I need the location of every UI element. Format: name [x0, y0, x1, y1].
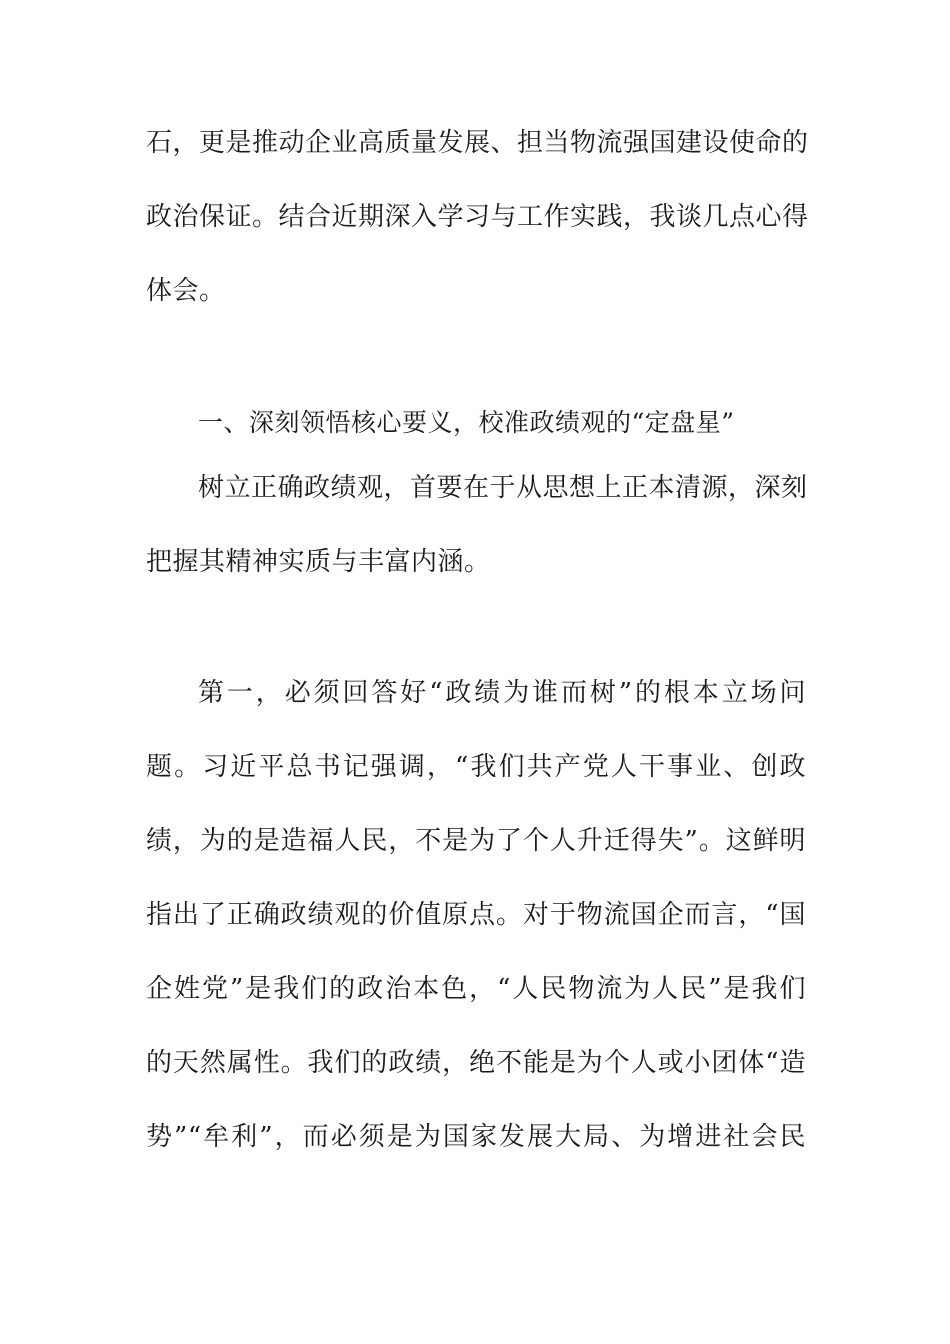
p1-line-3: 体会。	[146, 276, 226, 306]
p3-line-1: 第一，必须回答好“政绩为谁而树”的根本立场问	[198, 678, 806, 708]
p3-line-4: 指出了正确政绩观的价值原点。对于物流国企而言，“国	[146, 900, 806, 930]
p3-line-2: 题。习近平总书记强调，“我们共产党人干事业、创政	[146, 752, 806, 782]
p3-line-3: 绩，为的是造福人民，不是为了个人升迁得失”。这鲜明	[146, 826, 806, 856]
p1-line-2: 政治保证。结合近期深入学习与工作实践，我谈几点心得	[146, 202, 809, 232]
p3-line-6: 的天然属性。我们的政绩，绝不能是为个人或小团体“造	[146, 1048, 806, 1078]
p1-line-1: 石，更是推动企业高质量发展、担当物流强国建设使命的	[146, 128, 809, 158]
p2-line-2: 把握其精神实质与丰富内涵。	[146, 547, 491, 577]
p2-line-1: 树立正确政绩观，首要在于从思想上正本清源，深刻	[198, 473, 808, 503]
p3-line-7: 势”“牟利”，而必须是为国家发展大局、为增进社会民	[146, 1122, 806, 1152]
p3-line-5: 企姓党”是我们的政治本色，“人民物流为人民”是我们	[146, 974, 806, 1004]
section-heading-1: 一、深刻领悟核心要义，校准政绩观的“定盘星”	[198, 408, 735, 437]
